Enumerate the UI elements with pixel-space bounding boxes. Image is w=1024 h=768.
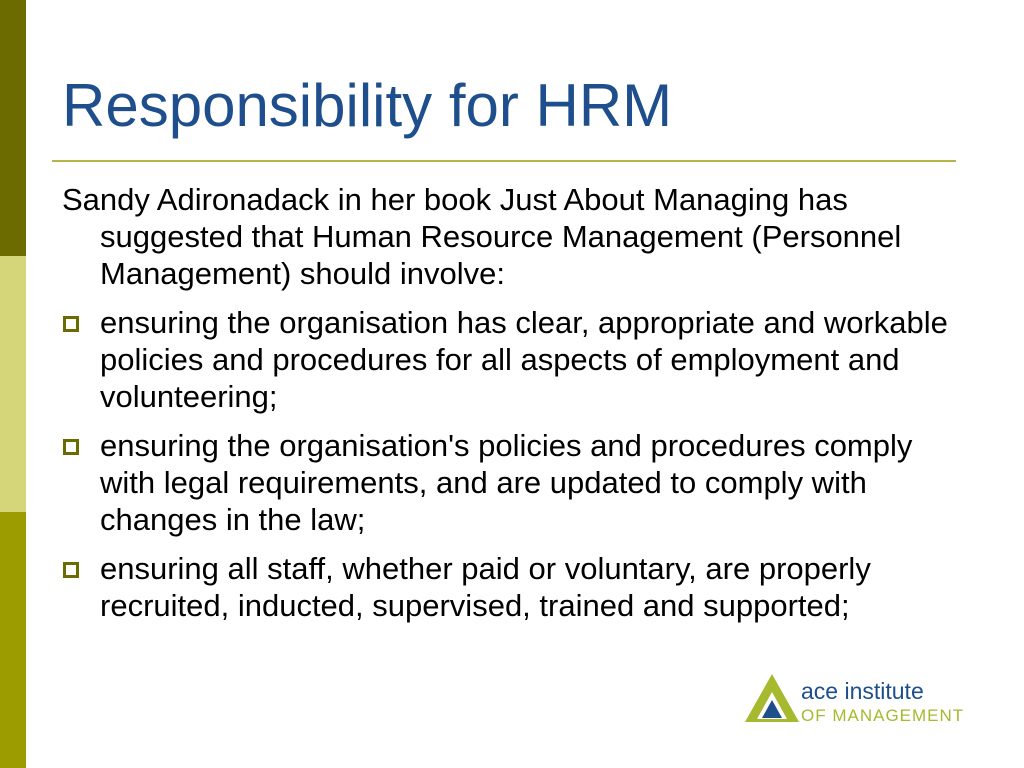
hollow-square-icon: [63, 439, 79, 455]
side-bar-middle: [0, 256, 26, 512]
bullet-text: ensuring the organisation's policies and procedures comply with legal requirements, and are updated to comply with changes in the law;: [100, 428, 913, 537]
side-bar-top: [0, 0, 26, 256]
intro-paragraph: Sandy Adironadack in her book Just About Managing has suggested that Human Resource Management (Personnel Management) should involve:: [62, 182, 902, 291]
bullet-item: [62, 550, 962, 624]
bullet-item: [62, 427, 962, 538]
slide-title: Responsibility for HRM: [62, 72, 673, 139]
hollow-square-icon: [63, 562, 79, 578]
triangle-logo-icon: [745, 672, 801, 724]
slide-body: [62, 181, 962, 636]
logo-text-line2: OF MANAGEMENT: [801, 706, 965, 725]
side-bar-bottom: [0, 512, 26, 768]
logo-text-line1: ace institute: [801, 678, 924, 704]
bullet-item: [62, 304, 962, 415]
hollow-square-icon: [63, 316, 79, 332]
ace-institute-logo: [745, 672, 1000, 728]
bullet-text: ensuring all staff, whether paid or voluntary, are properly recruited, inducted, supervised, trained and supported;: [100, 551, 871, 623]
title-divider: [52, 160, 956, 162]
bullet-text: ensuring the organisation has clear, appropriate and workable policies and procedures for all aspects of employment and volunteering;: [100, 305, 948, 414]
